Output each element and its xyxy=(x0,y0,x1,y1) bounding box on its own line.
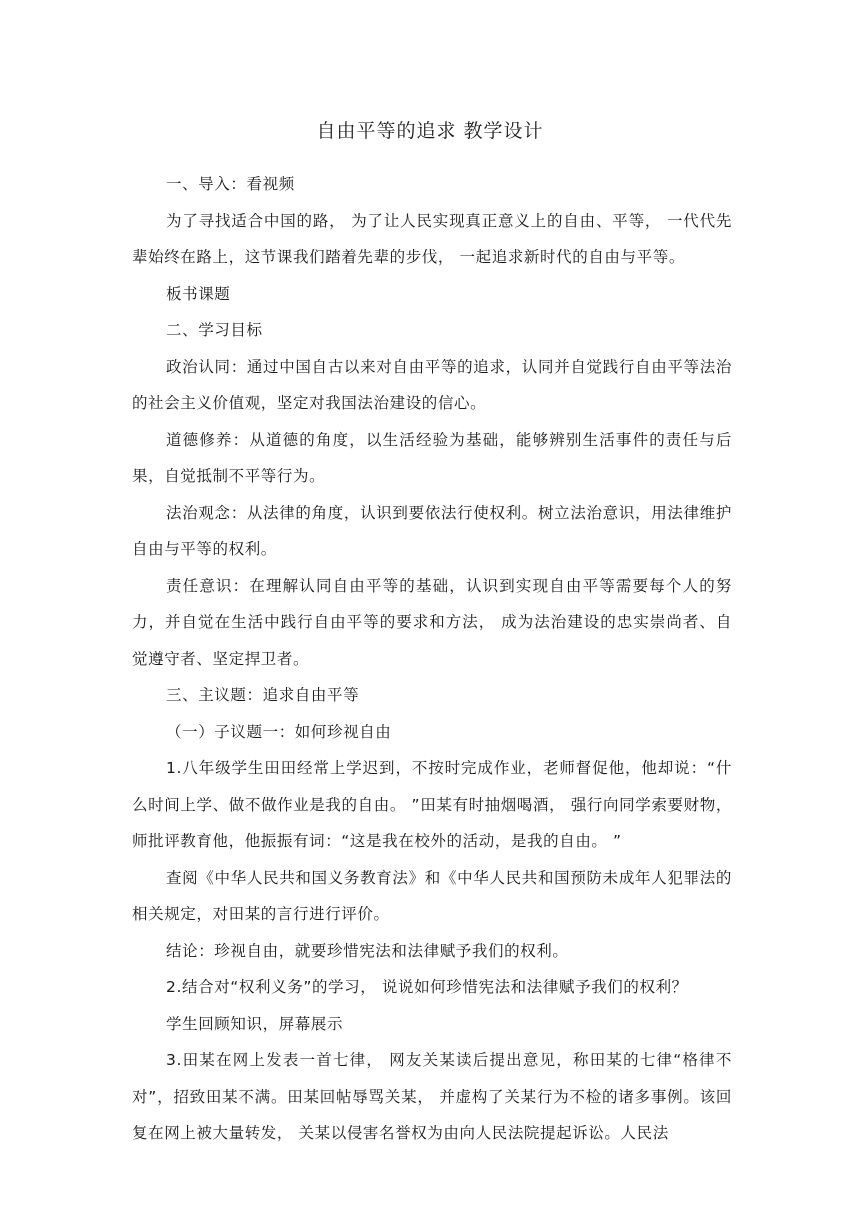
section-heading-main-topic: 三、主议题：追求自由平等 xyxy=(166,686,360,704)
paragraph-moral-cultivation: 道德修养：从道德的角度，以生活经验为基础，能够辨别生活事件的责任与后果，自觉抵制不平等行为。 xyxy=(132,430,732,485)
paragraph-rule-of-law: 法治观念：从法律的角度，认识到要依法行使权利。树立法治意识，用法律维护自由与平等的权利。 xyxy=(132,503,732,558)
paragraph-student-review: 学生回顾知识，屏幕展示 xyxy=(166,1014,344,1033)
paragraph-case-3: 3.田某在网上发表一首七律， 网友关某读后提出意见，称田某的七律“格律不对”，招致田某不满。田某回帖辱骂关某， 并虚构了关某行为不检的诸多事例。该回复在网上被大量转发， 关某以侵害名誉权为由向人民法院提起诉讼。人民法 xyxy=(132,1051,732,1142)
document-body xyxy=(132,166,732,1152)
document-title: 自由平等的追求 教学设计 xyxy=(316,120,544,142)
paragraph-case-1: 1.八年级学生田田经常上学迟到，不按时完成作业，老师督促他，他却说：“什么时间上学、做不做作业是我的自由。 ”田某有时抽烟喝酒， 强行向同学索要财物，师批评教育他，他振振有词：“这是我在校外的活动，是我的自由。 ” xyxy=(132,759,732,850)
subsection-heading-freedom: （一）子议题一：如何珍视自由 xyxy=(166,722,392,741)
paragraph-law-review: 查阅《中华人民共和国义务教育法》和《中华人民共和国预防未成年人犯罪法的相关规定，对田某的言行进行评价。 xyxy=(132,868,732,923)
section-heading-goals: 二、学习目标 xyxy=(166,321,263,339)
paragraph-intro-text: 为了寻找适合中国的路， 为了让人民实现真正意义上的自由、平等， 一代代先辈始终在路上，这节课我们踏着先辈的步伐， 一起追求新时代的自由与平等。 xyxy=(132,211,732,266)
paragraph-board-title: 板书课题 xyxy=(166,284,231,303)
section-heading-intro: 一、导入：看视频 xyxy=(166,175,295,193)
paragraph-conclusion: 结论：珍视自由，就要珍惜宪法和法律赋予我们的权利。 xyxy=(166,941,569,960)
paragraph-political-identity: 政治认同：通过中国自古以来对自由平等的追求，认同并自觉践行自由平等法治的社会主义价值观，坚定对我国法治建设的信心。 xyxy=(132,357,732,412)
paragraph-question-2: 2.结合对“权利义务”的学习， 说说如何珍惜宪法和法律赋予我们的权利？ xyxy=(166,978,688,996)
paragraph-responsibility: 责任意识：在理解认同自由平等的基础，认识到实现自由平等需要每个人的努力，并自觉在生活中践行自由平等的要求和方法， 成为法治建设的忠实崇尚者、自觉遵守者、坚定捍卫者。 xyxy=(132,576,732,668)
